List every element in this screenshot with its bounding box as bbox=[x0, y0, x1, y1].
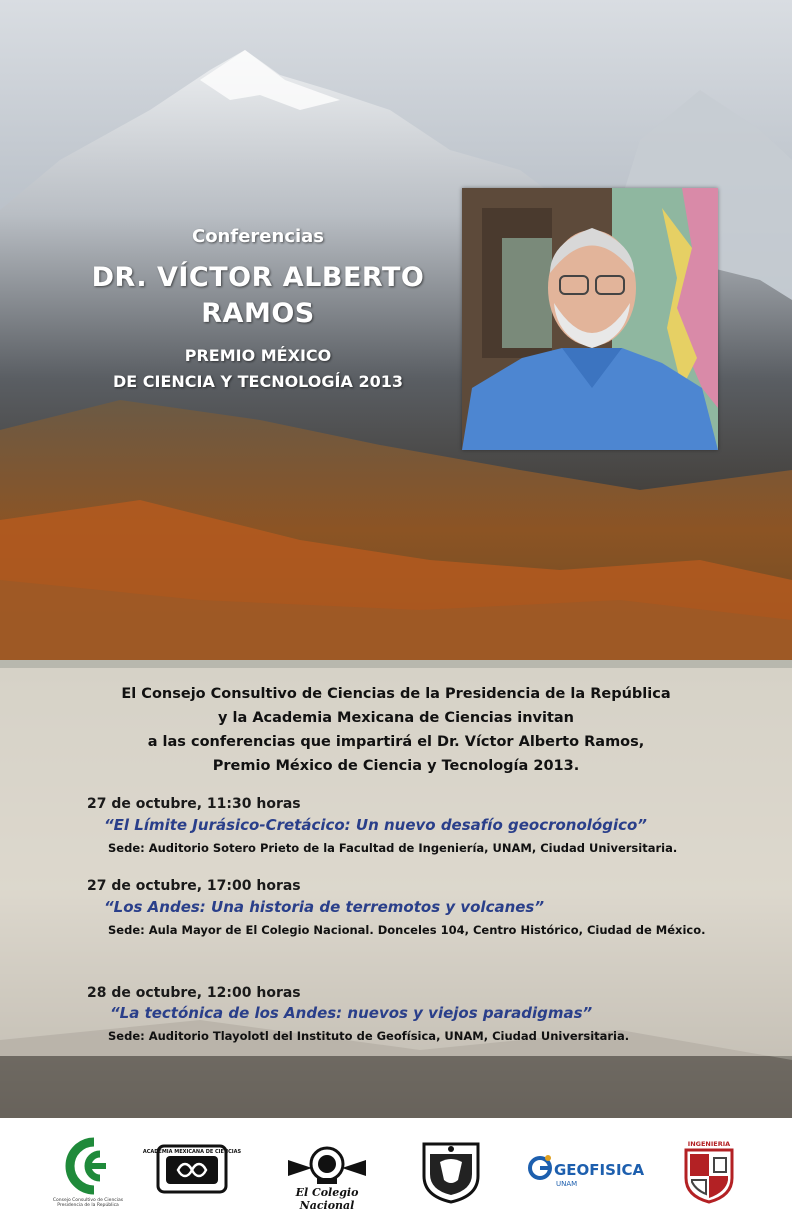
intro-line: y la Academia Mexicana de Ciencias invitan bbox=[218, 710, 574, 726]
event-1-date: 27 de octubre, 11:30 horas bbox=[87, 796, 301, 812]
geofisica-logo-icon bbox=[528, 1150, 645, 1190]
ingenieria-unam-logo bbox=[678, 1138, 740, 1204]
amc-logo-text: ACADEMIA MEXICANA DE CIENCIAS bbox=[142, 1149, 242, 1155]
academia-mexicana-ciencias-logo bbox=[142, 1144, 242, 1194]
colegio-nacional-logo bbox=[272, 1142, 382, 1212]
speaker-name-line1: DR. VÍCTOR ALBERTO bbox=[91, 262, 425, 293]
event-3-date: 28 de octubre, 12:00 horas bbox=[87, 985, 301, 1001]
intro-line: a las conferencias que impartirá el Dr. Víctor Alberto Ramos, bbox=[147, 734, 645, 750]
event-1-venue: Sede: Auditorio Sotero Prieto de la Facultad de Ingeniería, UNAM, Ciudad Universitaria. bbox=[108, 841, 678, 855]
event-2-venue: Sede: Aula Mayor de El Colegio Nacional. Donceles 104, Centro Histórico, Ciudad de México. bbox=[108, 923, 706, 937]
geofisica-unam-logo bbox=[528, 1150, 645, 1190]
amc-logo-icon bbox=[142, 1144, 242, 1194]
event-3-venue: Sede: Auditorio Tlayolotl del Instituto de Geofísica, UNAM, Ciudad Universitaria. bbox=[108, 1029, 630, 1043]
consejo-consultivo-caption: Consejo Consultivo de Ciencias Presidencia de la República bbox=[52, 1198, 124, 1208]
sponsor-logo-bar bbox=[0, 1118, 792, 1224]
colegio-nacional-caption: El Colegio Nacional bbox=[295, 1186, 359, 1212]
series-label: Conferencias bbox=[191, 226, 325, 247]
unam-shield-icon bbox=[420, 1140, 482, 1204]
speaker-portrait-illustration bbox=[462, 188, 718, 450]
ingenieria-logo-text: INGENIERIA bbox=[687, 1140, 731, 1148]
event-2-date: 27 de octubre, 17:00 horas bbox=[87, 878, 301, 894]
event-2-title: “Los Andes: Una historia de terremotos y volcanes” bbox=[104, 898, 545, 916]
geofisica-logo-subtext: UNAM bbox=[556, 1180, 578, 1188]
speaker-portrait-photo bbox=[462, 188, 718, 450]
colegio-nacional-emblem-icon bbox=[272, 1142, 382, 1186]
consejo-consultivo-logo bbox=[52, 1136, 124, 1210]
intro-line: El Consejo Consultivo de Ciencias de la Presidencia de la República bbox=[121, 686, 671, 702]
unam-shield-logo bbox=[420, 1140, 482, 1204]
speaker-name-line2: RAMOS bbox=[201, 298, 315, 329]
consejo-consultivo-logo-icon bbox=[56, 1136, 116, 1196]
geofisica-logo-text: GEOFISICA bbox=[554, 1161, 645, 1179]
prize-line2: DE CIENCIA Y TECNOLOGÍA 2013 bbox=[113, 372, 403, 391]
prize-line1: PREMIO MÉXICO bbox=[184, 346, 332, 365]
event-3-title: “La tectónica de los Andes: nuevos y viejos paradigmas” bbox=[110, 1004, 593, 1022]
event-1-title: “El Límite Jurásico-Cretácico: Un nuevo desafío geocronológico” bbox=[104, 816, 647, 834]
intro-line: Premio México de Ciencia y Tecnología 2013. bbox=[212, 758, 580, 774]
ingenieria-shield-icon bbox=[678, 1138, 740, 1204]
